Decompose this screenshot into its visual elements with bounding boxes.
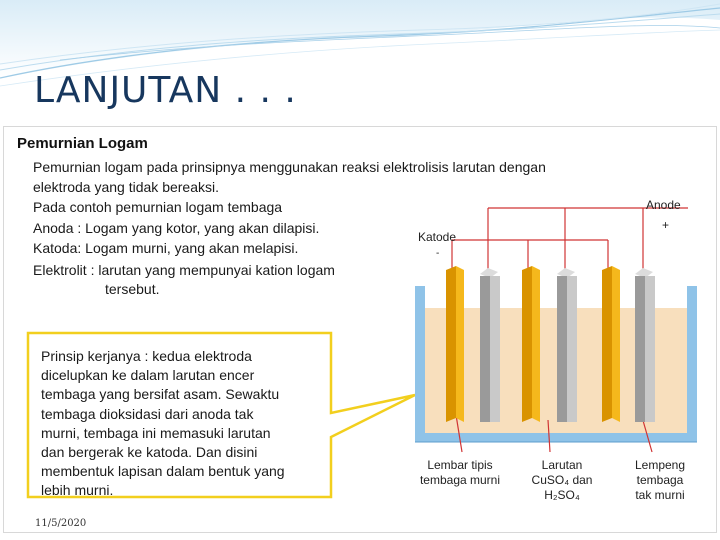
anode-label: Anode <box>646 198 681 212</box>
label-pure-copper-sheet: Lembar tipis tembaga murni <box>419 458 501 487</box>
slide-date: 11/5/2020 <box>35 518 87 529</box>
body-line: Pada contoh pemurnian logam tembaga <box>33 199 283 215</box>
slide-title: LANJUTAN . . . <box>34 70 297 111</box>
callout-line: dan bergerak ke katoda. Dan disini <box>41 444 258 461</box>
callout-line: tembaga dioksidasi dari anoda tak <box>41 405 254 422</box>
body-line: Elektrolit : larutan yang mempunyai kation logam <box>33 262 335 278</box>
callout-line: murni, tembaga ini memasuki larutan <box>41 424 271 441</box>
callout-line: dicelupkan ke dalam larutan encer <box>41 367 255 384</box>
cathode-sign: - <box>436 248 440 259</box>
section-title: Pemurnian Logam <box>17 135 148 152</box>
body-line: Anoda : Logam yang kotor, yang akan dilapisi. <box>33 220 320 236</box>
body-line: Katoda: Logam murni, yang akan melapisi. <box>33 240 299 256</box>
body-line: tersebut. <box>105 281 160 297</box>
callout-line: Prinsip kerjanya : kedua elektroda <box>41 348 252 364</box>
cathode-label: Katode <box>418 230 457 244</box>
body-line: elektroda yang tidak bereaksi. <box>33 179 219 195</box>
callout-line: membentuk lapisan dalam bentuk yang <box>41 463 285 480</box>
anode-sign: + <box>662 218 670 232</box>
label-solution: Larutan CuSO₄ dan H₂SO₄ <box>531 458 593 502</box>
label-impure-copper-plate: Lempeng tembaga tak murni <box>634 458 686 502</box>
callout-text <box>41 347 285 501</box>
electrolysis-diagram <box>400 190 710 520</box>
callout-line: tembaga yang bersifat asam. Sewaktu <box>41 386 280 403</box>
callout-line: lebih murni. <box>41 482 114 499</box>
body-line: Pemurnian logam pada prinsipnya menggunakan reaksi elektrolisis larutan dengan <box>33 159 546 175</box>
